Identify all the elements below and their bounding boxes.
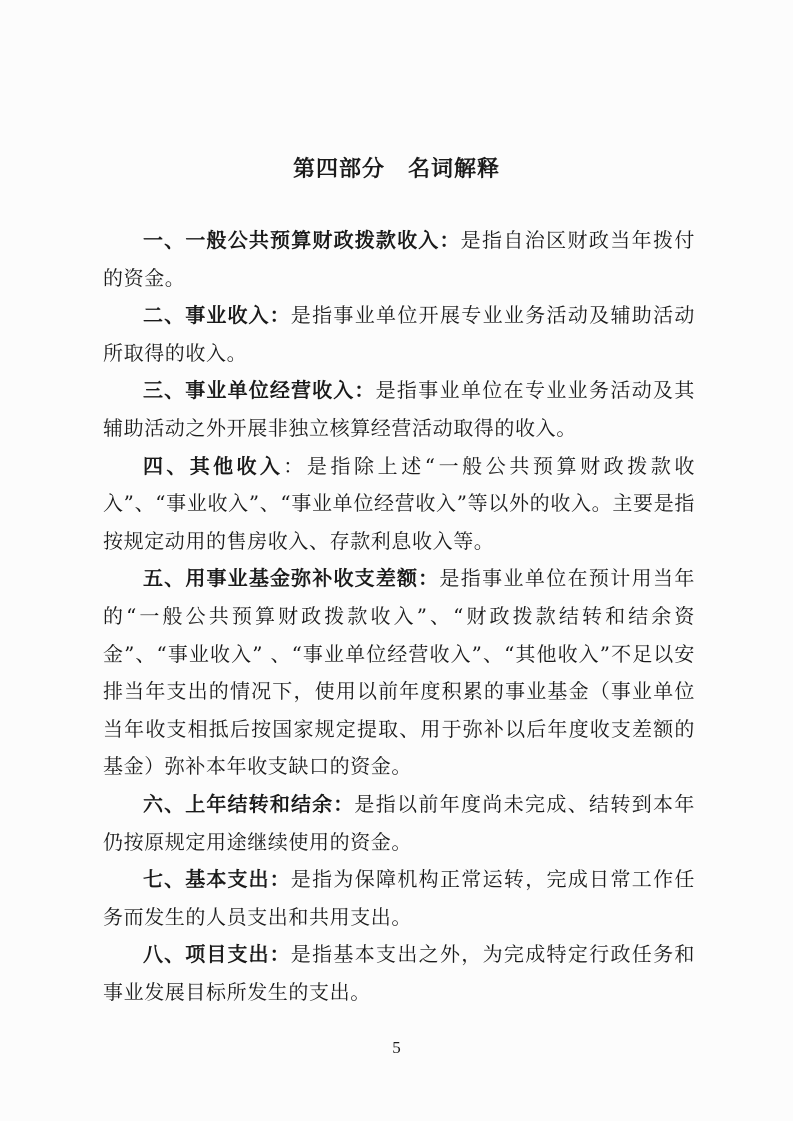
definition-paragraph-2 <box>103 297 695 372</box>
definition-text: 是指自治区财政当年拨付的资金。 <box>103 228 695 290</box>
definition-paragraph-1 <box>103 222 695 297</box>
definition-text: 是指基本支出之外，为完成特定行政任务和事业发展目标所发生的支出。 <box>103 942 695 1004</box>
definition-text: 是指事业单位开展专业业务活动及辅助活动所取得的收入。 <box>103 303 695 365</box>
definition-term: 一、一般公共预算财政拨款收入： <box>143 228 461 252</box>
definition-paragraph-6 <box>103 786 695 861</box>
definition-text: ：是指除上述“一般公共预算财政拨款收入”、“事业收入”、“事业单位经营收入”等以外的收入。主要是指按规定动用的售房收入、存款利息收入等。 <box>103 453 695 553</box>
definition-text: 是指以前年度尚未完成、结转到本年仍按原规定用途继续使用的资金。 <box>103 791 695 854</box>
definition-term: 二、事业收入： <box>143 303 291 328</box>
definition-paragraph-4 <box>103 448 695 561</box>
definition-term: 六、上年结转和结余： <box>143 791 355 816</box>
definition-paragraph-8 <box>103 936 695 1011</box>
page-number: 5 <box>392 1038 401 1057</box>
definition-term: 八、项目支出： <box>143 942 291 967</box>
document-body <box>103 222 695 1011</box>
page-title: 第四部分 名词解释 <box>292 157 500 182</box>
definition-paragraph-7 <box>103 861 695 936</box>
definition-term: 四、其他收入 <box>143 453 284 478</box>
definition-paragraph-3 <box>103 372 695 447</box>
definition-term: 五、用事业基金弥补收支差额： <box>143 566 440 591</box>
definition-text: 是指事业单位在预计用当年的“一般公共预算财政拨款收入”、“财政拨款结转和结余资金”、“事业收入” 、“事业单位经营收入”、“其他收入”不足以安排当年支出的情况下，使用以前年度积累的事业基金（事业单位当年收支相抵后按国家规定提取、用于弥补以后年度收支差额的基金）弥补本年收支缺口的资金。 <box>103 566 696 779</box>
definition-paragraph-5 <box>103 560 695 786</box>
definition-text: 是指事业单位在专业业务活动及其辅助活动之外开展非独立核算经营活动取得的收入。 <box>103 378 696 440</box>
definition-term: 七、基本支出： <box>143 867 291 892</box>
definition-text: 是指为保障机构正常运转，完成日常工作任务而发生的人员支出和共用支出。 <box>103 867 695 929</box>
definition-term: 三、事业单位经营收入： <box>143 378 376 403</box>
